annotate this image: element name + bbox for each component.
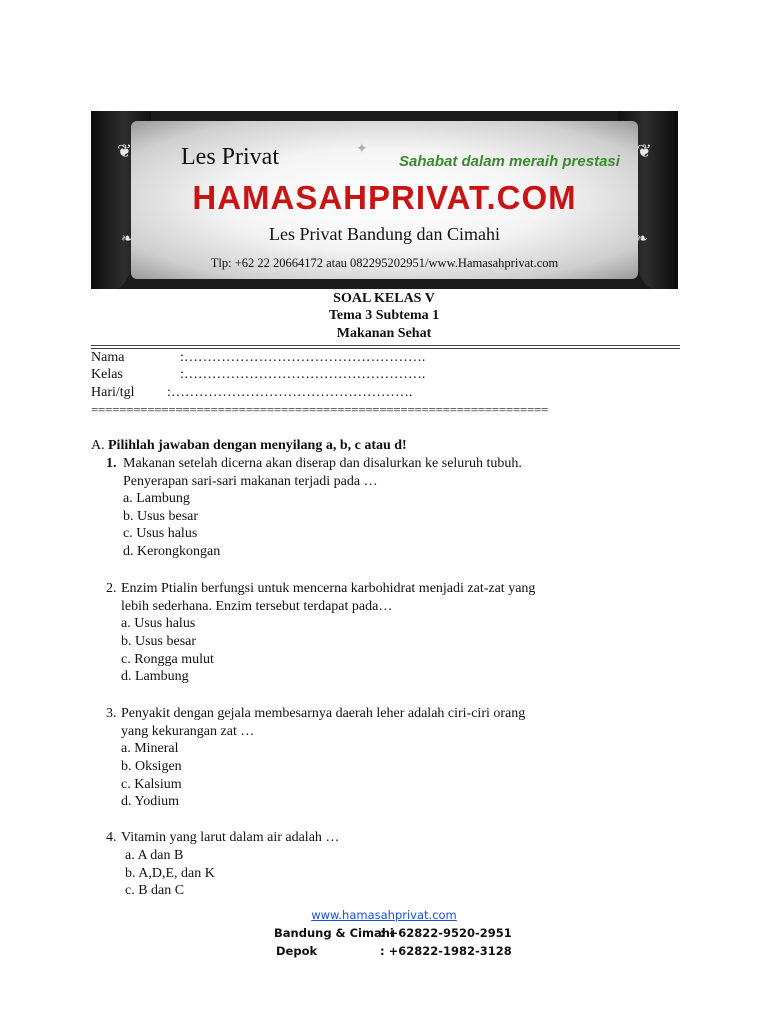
footer-phone: : +62822-1982-3128	[380, 944, 512, 958]
section-letter: A.	[91, 438, 105, 453]
question-text: Penyerapan sari-sari makanan terjadi pada …	[123, 474, 378, 489]
question-text: Enzim Ptialin berfungsi untuk mencerna karbohidrat menjadi zat-zat yang	[121, 581, 536, 596]
ornament-icon: ❧	[121, 231, 133, 247]
ornament-icon: ❦	[117, 141, 133, 162]
answer-option: a. Lambung	[123, 491, 190, 506]
doc-subtitle: Tema 3 Subtema 1	[328, 308, 440, 323]
answer-option: c. B dan C	[125, 883, 185, 898]
banner-contact: Tlp: +62 22 20664172 atau 082295202951/www.Hamasahprivat.com	[210, 256, 559, 270]
ornament-icon: ❦	[636, 141, 652, 162]
answer-option: a. A dan B	[125, 848, 184, 863]
answer-option: c. Usus halus	[123, 526, 198, 541]
question-text: Penyakit dengan gejala membesarnya daerah leher adalah ciri-ciri orang	[121, 706, 526, 721]
question-number: 2.	[106, 581, 117, 596]
question-number: 3.	[106, 706, 117, 721]
question-text: Vitamin yang larut dalam air adalah …	[121, 830, 340, 845]
footer-city-label: Bandung & Cimahi	[274, 926, 394, 940]
answer-option: b. Oksigen	[121, 759, 182, 774]
banner-brand: HAMASAHPRIVAT.COM	[192, 179, 577, 216]
separator-line: =================================================================	[91, 402, 549, 417]
answer-option: a. Mineral	[121, 741, 179, 756]
answer-option: b. Usus besar	[123, 509, 199, 524]
footer-phone: : +62822-9520-2951	[380, 926, 512, 940]
doc-topic: Makanan Sehat	[336, 326, 432, 341]
answer-option: d. Kerongkongan	[123, 544, 221, 559]
question-text: lebih sederhana. Enzim tersebut terdapat pada…	[121, 599, 393, 614]
question-number: 4.	[106, 830, 117, 845]
answer-option: c. Kalsium	[121, 777, 182, 792]
banner-subtitle: Les Privat Bandung dan Cimahi	[269, 224, 500, 244]
header-banner	[91, 111, 678, 289]
identity-class-label: Kelas	[91, 367, 123, 382]
identity-name-field: :…………………………………………….	[180, 350, 426, 365]
doc-title: SOAL KELAS V	[333, 291, 435, 306]
banner-title: Les Privat	[181, 144, 279, 170]
answer-option: d. Lambung	[121, 669, 189, 684]
footer-website-link[interactable]: www.hamasahprivat.com	[311, 908, 457, 922]
footer-city-label: Depok	[276, 944, 318, 958]
answer-option: d. Yodium	[121, 794, 179, 809]
question-number: 1.	[106, 456, 117, 471]
section-instruction: Pilihlah jawaban dengan menyilang a, b, c atau d!	[108, 438, 407, 453]
header-divider	[91, 345, 680, 346]
ornament-icon: ❧	[636, 231, 648, 247]
answer-option: c. Rongga mulut	[121, 652, 214, 667]
question-text: Makanan setelah dicerna akan diserap dan disalurkan ke seluruh tubuh.	[123, 456, 522, 471]
identity-date-field: :…………………………………………….	[167, 385, 413, 400]
identity-class-field: :…………………………………………….	[180, 367, 426, 382]
answer-option: b. Usus besar	[121, 634, 197, 649]
question-text: yang kekurangan zat …	[121, 724, 255, 739]
ornament-icon: ✦	[356, 141, 368, 157]
answer-option: b. A,D,E, dan K	[125, 866, 215, 881]
answer-option: a. Usus halus	[121, 616, 196, 631]
footer-website-wrap	[0, 908, 768, 922]
identity-name-label: Nama	[91, 350, 125, 365]
banner-tagline: Sahabat dalam meraih prestasi	[399, 153, 620, 170]
identity-date-label: Hari/tgl	[91, 385, 135, 400]
